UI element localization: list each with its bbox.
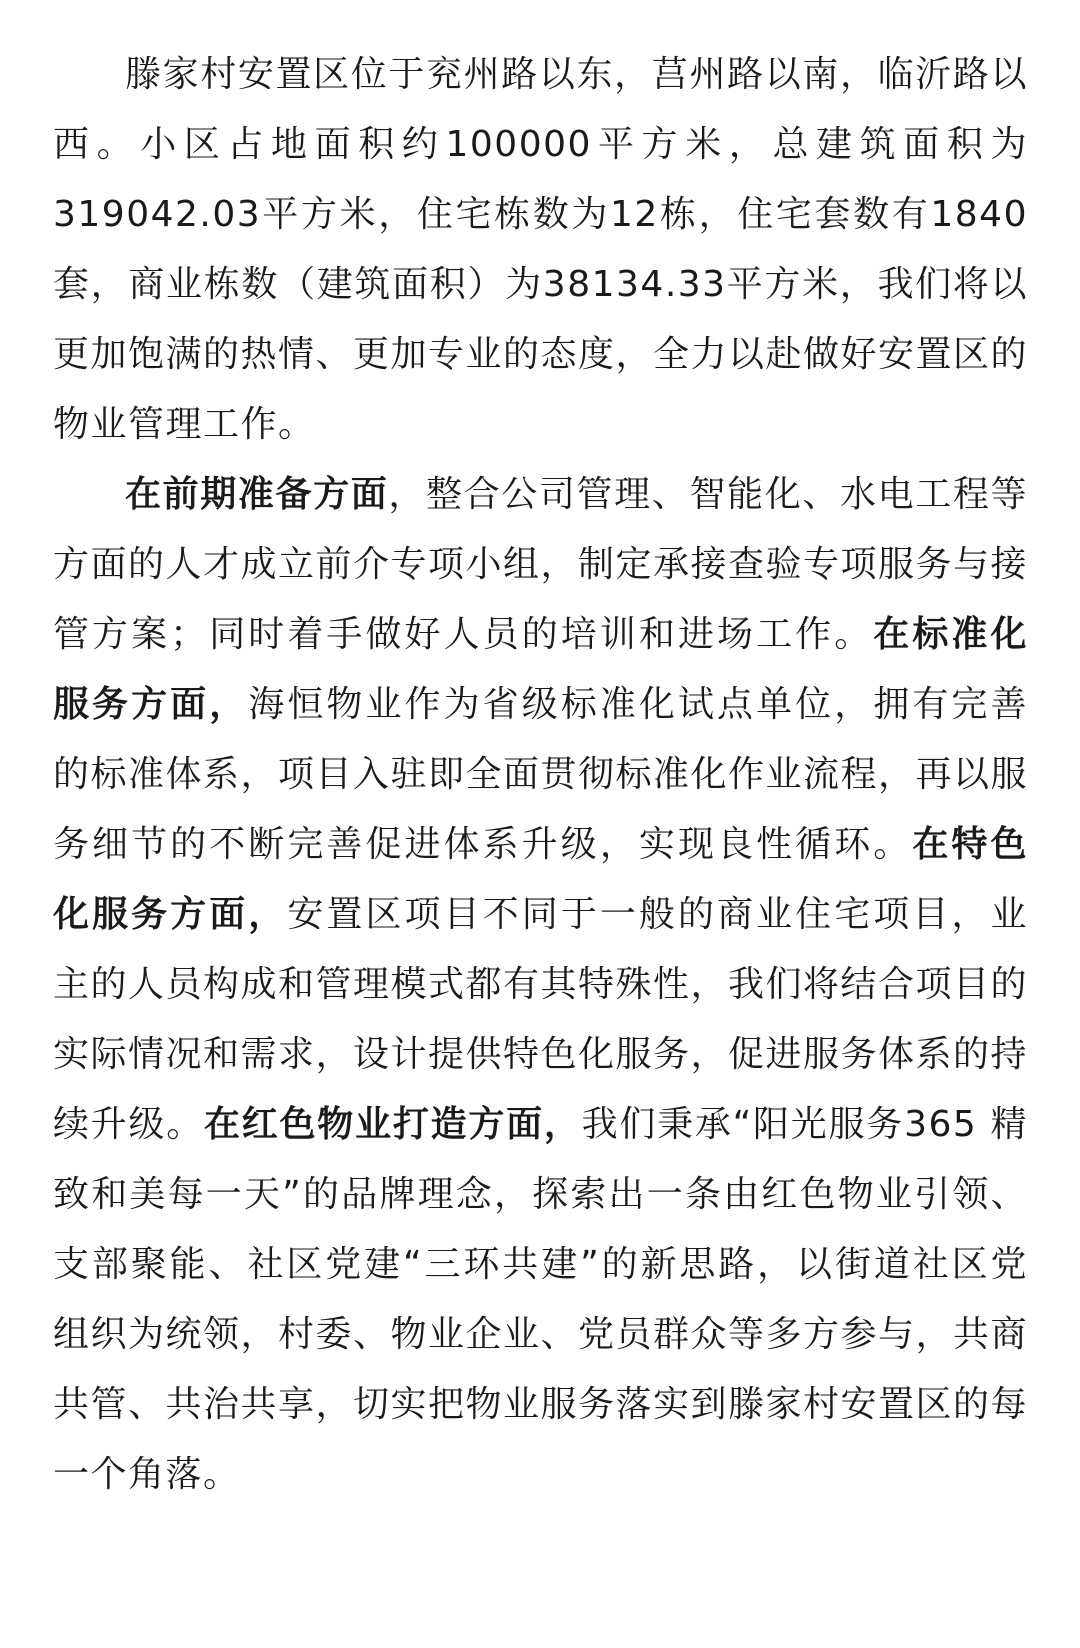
heading-characteristic-service: 在特色化服务方面， <box>53 824 1028 935</box>
text-segment: 海恒物业作为省级标准化试点单位，拥有完善的标准体系，项目入驻即全面贯彻标准化作业流程，再以服务细节的不断完善促进体系升级，实现良性循环。 <box>53 684 1029 865</box>
text-segment: 我们秉承“阳光服务365 精致和美每一天”的品牌理念，探索出一条由红色物业引领、支部聚能、社区党建“三环共建”的新思路，以街道社区党组织为统领，村委、物业企业、党员群众等多方参与，共商共管、共治共享，切实把物业服务落实到滕家村安置区的每一个角落。 <box>53 1104 1029 1495</box>
text-segment: ，整合公司管理、智能化、水电工程等方面的人才成立前介专项小组，制定承接查验专项服务与接管方案；同时着手做好人员的培训和进场工作。 <box>53 474 1029 655</box>
heading-standardization: 在标准化服务方面， <box>53 614 1028 725</box>
article-body <box>53 40 1028 1510</box>
text-segment: 滕家村安置区位于兖州路以东，莒州路以南，临沂路以西。小区占地面积约100000平方米，总建筑面积为319042.03平方米，住宅栋数为12栋，住宅套数有1840套，商业栋数（建筑面积）为38134.33平方米，我们将以更加饱满的热情、更加专业的态度，全力以赴做好安置区的物业管理工作。 <box>53 54 1029 445</box>
heading-red-property: 在红色物业打造方面， <box>204 1104 582 1145</box>
text-segment: 安置区项目不同于一般的商业住宅项目，业主的人员构成和管理模式都有其特殊性，我们将结合项目的实际情况和需求，设计提供特色化服务，促进服务体系的持续升级。 <box>53 894 1029 1145</box>
heading-preparation: 在前期准备方面 <box>125 474 389 515</box>
paragraph-services <box>53 460 1028 1510</box>
paragraph-overview <box>53 40 1028 460</box>
